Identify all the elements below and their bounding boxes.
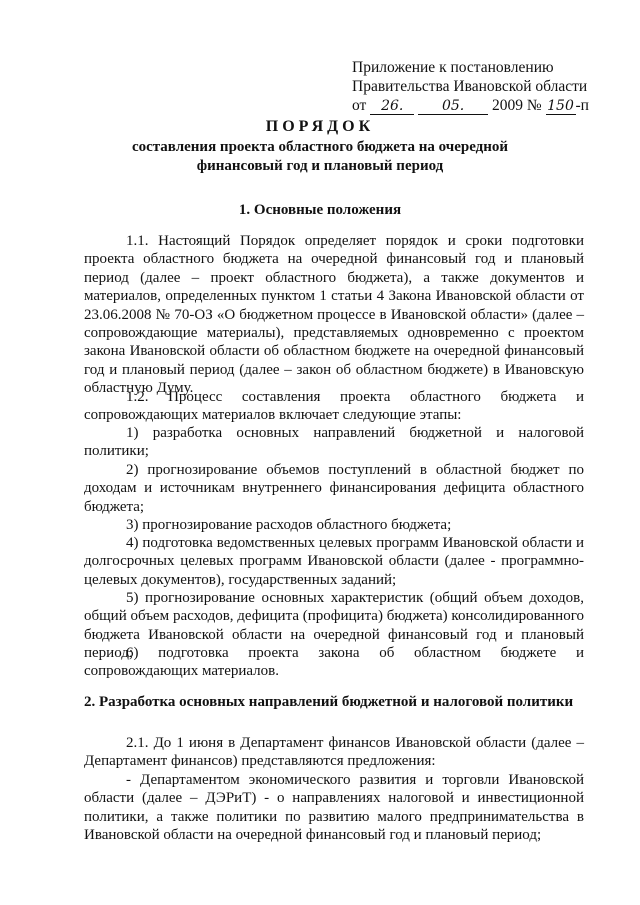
- approval-header: [352, 58, 602, 115]
- document-title: ПОРЯДОК: [265, 118, 375, 135]
- document-subtitle: составления проекта областного бюджета на очередной финансовый год и плановый период: [131, 139, 509, 174]
- list-item: 5) прогнозирование основных характеристик (общий объем доходов, общий объем расходов, дефицита (профицита) бюджета) консолидированного бюджета Ивановской области на очередной финансовый год и плановый период;: [84, 590, 584, 662]
- number-suffix: -п: [575, 97, 589, 114]
- list-item: 1) разработка основных направлений бюджетной и налоговой политики;: [84, 425, 584, 460]
- list-item: 2) прогнозирование объемов поступлений в областной бюджет по доходам и источникам внутреннего финансирования дефицита областного бюджета;: [84, 462, 584, 515]
- list-item: 3) прогнозирование расходов областного бюджета;: [126, 517, 452, 533]
- header-date-line: [352, 96, 602, 115]
- header-line-1: Приложение к постановлению: [352, 59, 554, 76]
- handwritten-number: 150: [547, 98, 574, 114]
- paragraph-1-2: 1.2. Процесс составления проекта областного бюджета и сопровождающих материалов включает следующие этапы:: [84, 389, 584, 424]
- year-label: 2009 №: [491, 97, 542, 114]
- paragraph-1-1: 1.1. Настоящий Порядок определяет порядок и сроки подготовки проекта областного бюджета на очередной финансовый год и плановый период (далее – проект областного бюджета), а также документов и материалов, определенных пунктом 1 статьи 4 Закона Ивановской области от 23.06.2008 № 70-ОЗ «О бюджетном процессе в Ивановской области» (далее – сопровождающие материалы), представляемых одновременно с проектом закона Ивановской области об областном бюджете на очередной финансовый год и плановый период (далее – закон об областном бюджете) в Ивановскую областную Думу.: [84, 233, 584, 397]
- section-2-heading: 2. Разработка основных направлений бюджетной и налоговой политики: [84, 694, 574, 710]
- list-item: 4) подготовка ведомственных целевых программ Ивановской области и долгосрочных целевых программ Ивановской области (далее - программно-целевых документов), государственных заданий;: [84, 535, 584, 588]
- handwritten-month: 05.: [418, 99, 488, 115]
- handwritten-day: 26.: [370, 99, 414, 115]
- from-label: от: [352, 97, 367, 114]
- section-1-heading: 1. Основные положения: [238, 202, 402, 218]
- paragraph-2-1: 2.1. До 1 июня в Департамент финансов Ивановской области (далее – Департамент финансов) представляются предложения:: [84, 735, 584, 770]
- list-item: 6) подготовка проекта закона об областном бюджете и сопровождающих материалов.: [84, 645, 584, 680]
- header-line-2: Правительства Ивановской области: [352, 78, 588, 95]
- paragraph-2-1-a: - Департаментом экономического развития и торговли Ивановской области (далее – ДЭРиТ) - о направлениях налоговой и инвестиционной политики, а также политики по развитию малого предпринимательства в Ивановской области на очередной финансовый год и плановый период;: [84, 772, 584, 844]
